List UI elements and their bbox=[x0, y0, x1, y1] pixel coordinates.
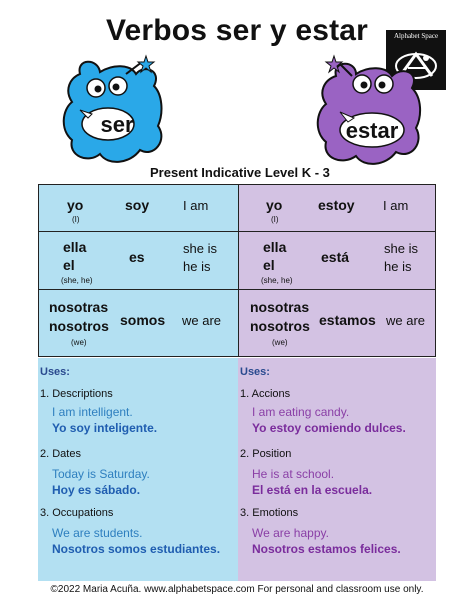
use-english-example: I am intelligent. bbox=[52, 405, 133, 419]
estar-meaning: I am bbox=[383, 198, 409, 213]
use-spanish-example: Nosotros somos estudiantes. bbox=[52, 542, 221, 556]
copyright-footer: ©2022 Maria Acuña. www.alphabetspace.com For personal and classroom use only. bbox=[50, 584, 424, 595]
use-english-example: I am eating candy. bbox=[252, 405, 350, 419]
ser-meaning: he is bbox=[183, 259, 211, 274]
use-title: 1. Descriptions bbox=[40, 388, 113, 400]
estar-pronoun: yo bbox=[266, 197, 283, 213]
ser-verb: soy bbox=[125, 197, 150, 213]
ser-pronoun: el bbox=[63, 257, 75, 273]
use-spanish-example: Hoy es sábado. bbox=[52, 483, 141, 497]
ser-pronoun: nosotros bbox=[49, 318, 109, 334]
estar-pronoun: nosotros bbox=[250, 318, 310, 334]
use-spanish-example: Yo estoy comiendo dulces. bbox=[252, 421, 406, 435]
ser-pronoun: nosotras bbox=[49, 299, 109, 315]
estar-pronoun: nosotras bbox=[250, 299, 310, 315]
ser-label: ser bbox=[100, 112, 134, 137]
ser-verb: somos bbox=[120, 312, 166, 328]
use-title: 2. Position bbox=[240, 448, 292, 460]
estar-pronoun: el bbox=[263, 257, 275, 273]
ser-uses-panel bbox=[38, 358, 238, 581]
ser-meaning: she is bbox=[183, 241, 217, 256]
use-title: 3. Occupations bbox=[40, 507, 114, 519]
ser-english-pronoun: (we) bbox=[71, 338, 87, 347]
uses-heading: Uses: bbox=[240, 366, 270, 378]
estar-english-pronoun: (she, he) bbox=[261, 276, 293, 285]
use-spanish-example: El está en la escuela. bbox=[252, 483, 373, 497]
ser-verb: es bbox=[129, 249, 145, 265]
use-title: 1. Accions bbox=[240, 388, 291, 400]
use-spanish-example: Nosotros estamos felices. bbox=[252, 542, 401, 556]
conjugation-table bbox=[38, 184, 436, 357]
ser-pronoun: yo bbox=[67, 197, 84, 213]
estar-english-pronoun: (I) bbox=[271, 215, 279, 224]
estar-english-pronoun: (we) bbox=[272, 338, 288, 347]
ser-pronoun: ella bbox=[63, 239, 87, 255]
use-english-example: Today is Saturday. bbox=[52, 467, 150, 481]
ser-meaning: I am bbox=[183, 198, 209, 213]
estar-meaning: we are bbox=[386, 313, 426, 328]
estar-character bbox=[312, 54, 428, 174]
page-title: Verbos ser y estar bbox=[105, 14, 369, 47]
use-english-example: We are happy. bbox=[252, 526, 329, 540]
row-divider bbox=[39, 289, 435, 290]
row-divider bbox=[39, 231, 435, 232]
estar-pronoun: ella bbox=[263, 239, 287, 255]
uses-heading: Uses: bbox=[40, 366, 70, 378]
estar-verb: estamos bbox=[319, 312, 376, 328]
estar-label: estar bbox=[345, 118, 399, 143]
logo-text: Alphabet Space bbox=[393, 32, 439, 40]
use-english-example: He is at school. bbox=[252, 467, 335, 481]
use-title: 2. Dates bbox=[40, 448, 81, 460]
estar-verb: está bbox=[321, 249, 350, 265]
level-subtitle: Present Indicative Level K - 3 bbox=[150, 165, 330, 180]
ser-meaning: we are bbox=[182, 313, 222, 328]
estar-verb: estoy bbox=[318, 197, 355, 213]
estar-meaning: she is bbox=[384, 241, 418, 256]
use-spanish-example: Yo soy inteligente. bbox=[52, 421, 158, 435]
estar-uses-panel bbox=[238, 358, 436, 581]
estar-meaning: he is bbox=[384, 259, 412, 274]
ser-english-pronoun: (I) bbox=[72, 215, 80, 224]
use-title: 3. Emotions bbox=[240, 507, 299, 519]
column-divider bbox=[238, 185, 239, 356]
ser-english-pronoun: (she, he) bbox=[61, 276, 93, 285]
use-english-example: We are students. bbox=[52, 526, 143, 540]
